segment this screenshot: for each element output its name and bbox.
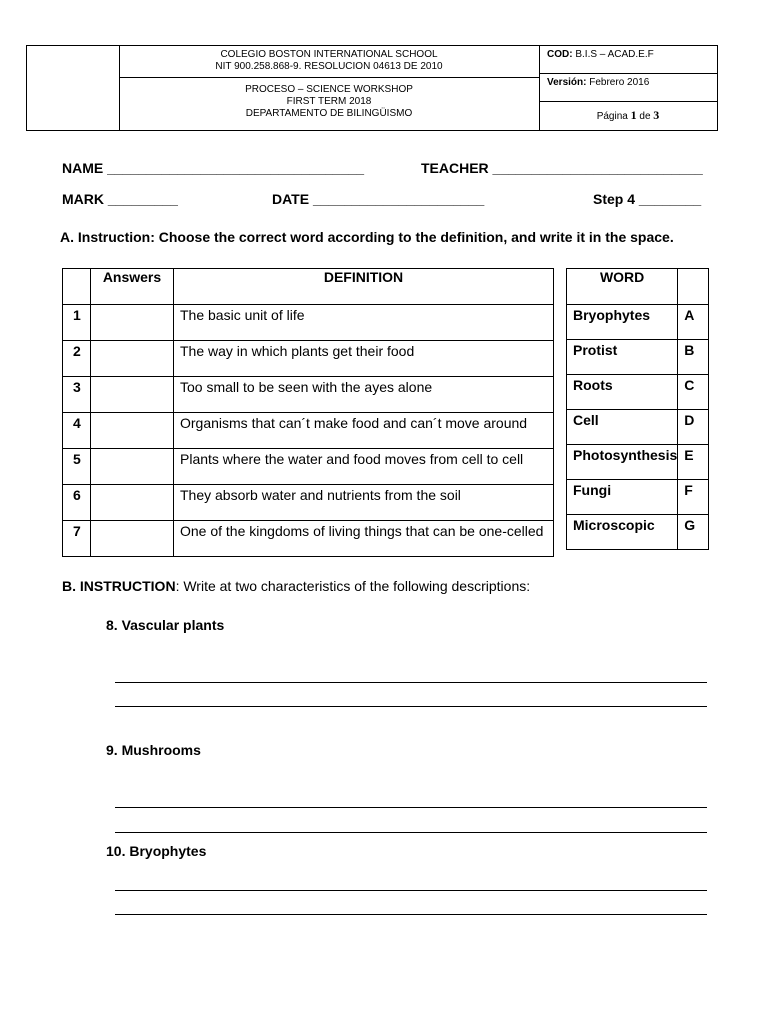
answers-header: Answers [91,269,174,305]
definition-cell: One of the kingdoms of living things that can be one-celled [174,521,554,557]
letter-cell: F [678,480,709,515]
word-cell: Roots [567,375,678,410]
term-name: FIRST TERM 2018 [286,96,372,107]
row-number: 3 [63,377,91,413]
num-header [63,269,91,305]
letter-cell: C [678,375,709,410]
department-name: DEPARTAMENTO DE BILINGÜISMO [245,108,413,119]
table-row [63,305,554,341]
row-number: 7 [63,521,91,557]
answer-line[interactable] [115,832,707,833]
word-cell: Protist [567,340,678,375]
table-row [63,377,554,413]
question-vascular-plants: 8. Vascular plants [106,617,225,633]
word-cell: Fungi [567,480,678,515]
table-row [567,410,709,445]
version-cell: Versión: Febrero 2016 [539,74,717,102]
table-row [567,340,709,375]
word-header: WORD [567,269,678,305]
answer-cell[interactable] [91,413,174,449]
name-field[interactable]: NAME _________________________________ [62,160,365,176]
logo-cell [27,46,120,130]
answer-line[interactable] [115,914,707,915]
page-cell: Página 1 de 3 [596,108,660,122]
answer-cell[interactable] [91,449,174,485]
step-field[interactable]: Step 4 ________ [593,191,702,207]
table-row [63,521,554,557]
table-row [567,445,709,480]
letter-cell: E [678,445,709,480]
row-number: 2 [63,341,91,377]
question-mushrooms: 9. Mushrooms [106,742,201,758]
header-meta-block [539,46,717,130]
table-row [63,413,554,449]
word-cell: Cell [567,410,678,445]
definition-cell: Plants where the water and food moves from cell to cell [174,449,554,485]
answer-cell[interactable] [91,305,174,341]
instruction-a: A. Instruction: Choose the correct word according to the definition, and write it in the space. [60,229,674,245]
date-field[interactable]: DATE ______________________ [272,191,485,207]
letter-cell: D [678,410,709,445]
cod-cell: COD: B.I.S – ACAD.E.F [539,46,717,74]
table-row [63,485,554,521]
teacher-field[interactable]: TEACHER ___________________________ [421,160,703,176]
table-row [567,515,709,550]
letter-cell: A [678,305,709,340]
row-number: 1 [63,305,91,341]
table-row [567,480,709,515]
word-cell: Bryophytes [567,305,678,340]
row-number: 4 [63,413,91,449]
answer-line[interactable] [115,706,707,707]
school-nit: NIT 900.258.868-9. RESOLUCION 04613 DE 2010 [215,61,443,72]
document-header [26,45,718,131]
process-name: PROCESO – SCIENCE WORKSHOP [245,84,413,95]
definition-table [62,268,554,557]
definition-cell: The way in which plants get their food [174,341,554,377]
row-number: 5 [63,449,91,485]
answer-cell[interactable] [91,485,174,521]
question-bryophytes: 10. Bryophytes [106,843,207,859]
answer-line[interactable] [115,807,707,808]
word-cell: Microscopic [567,515,678,550]
letter-header [678,269,709,305]
answer-line[interactable] [115,682,707,683]
school-name: COLEGIO BOSTON INTERNATIONAL SCHOOL [220,49,438,60]
instruction-b: B. INSTRUCTION: Write at two characteristics of the following descriptions: [62,578,531,594]
table-row [63,341,554,377]
letter-cell: G [678,515,709,550]
definition-cell: They absorb water and nutrients from the soil [174,485,554,521]
mark-field[interactable]: MARK _________ [62,191,178,207]
definition-cell: Organisms that can´t make food and can´t move around [174,413,554,449]
answer-line[interactable] [115,890,707,891]
answer-cell[interactable] [91,341,174,377]
answer-cell[interactable] [91,377,174,413]
table-row [63,449,554,485]
definition-header: DEFINITION [174,269,554,305]
definition-cell: Too small to be seen with the ayes alone [174,377,554,413]
definition-cell: The basic unit of life [174,305,554,341]
row-number: 6 [63,485,91,521]
table-row [567,305,709,340]
word-cell: Photosynthesis [567,445,678,480]
table-row [567,375,709,410]
letter-cell: B [678,340,709,375]
word-table [566,268,709,550]
answer-cell[interactable] [91,521,174,557]
header-title-block [119,46,540,130]
